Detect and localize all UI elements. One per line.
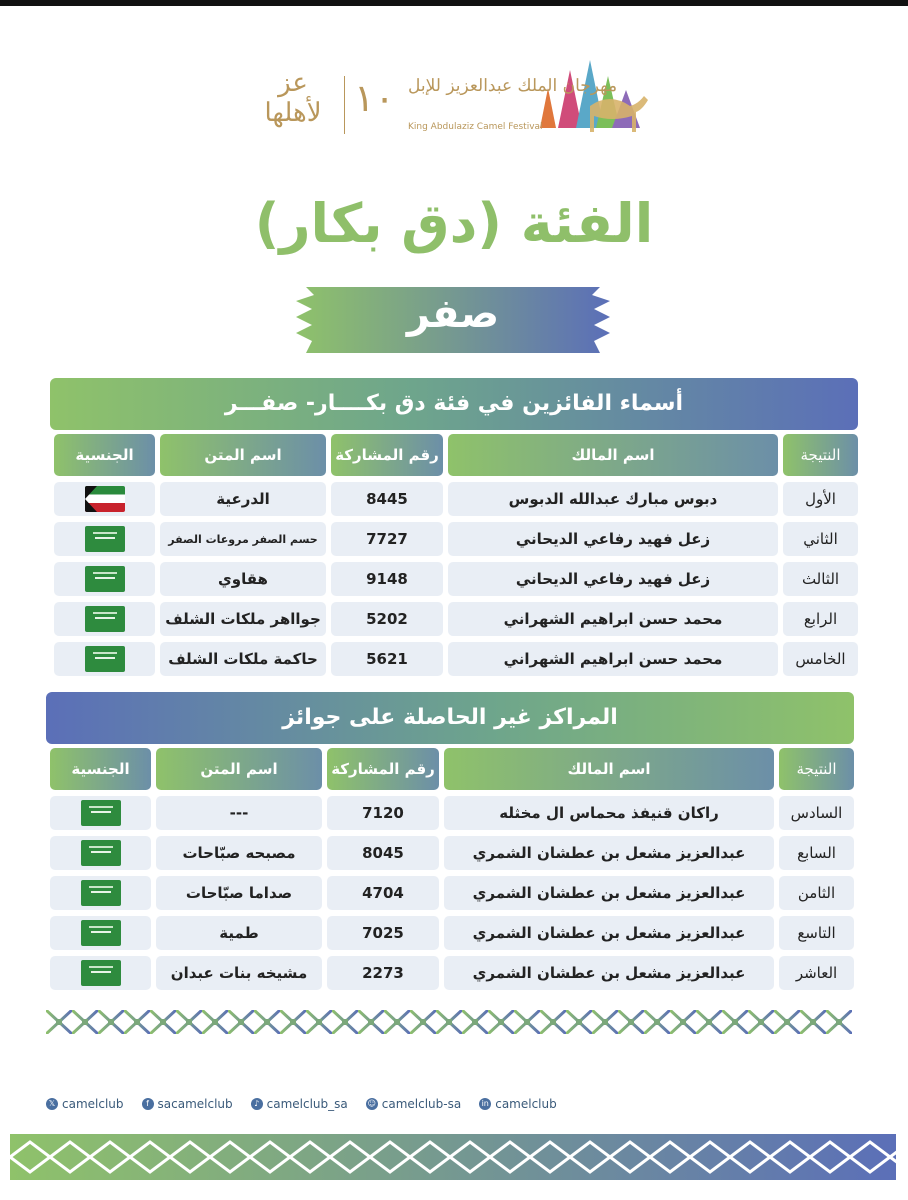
table-row: [50, 562, 858, 596]
nationality-cell: [50, 956, 151, 990]
social-handle: camelclub: [495, 1097, 557, 1111]
edition-number: ١٠: [354, 76, 395, 120]
nationality-cell: [54, 602, 155, 636]
number-cell: 4704: [327, 876, 439, 910]
number-cell: 7727: [331, 522, 443, 556]
owner-cell: زعل فهيد رفاعي الديحاني: [448, 562, 778, 596]
camel-cell: حاكمة ملكات الشلف: [160, 642, 326, 676]
page-title: الفئة (دق بكار): [254, 192, 654, 255]
table-row: [50, 642, 858, 676]
bottom-sadu-border: [10, 1134, 896, 1180]
social-handle: sacamelclub: [157, 1097, 233, 1111]
owner-cell: عبدالعزيز مشعل بن عطشان الشمري: [444, 876, 774, 910]
saudi-flag-icon: [81, 840, 121, 866]
category-banner: [296, 287, 610, 353]
saudi-flag-icon: [81, 880, 121, 906]
saudi-flag-icon: [85, 646, 125, 672]
result-cell: العاشر: [779, 956, 854, 990]
number-cell: 2273: [327, 956, 439, 990]
non-winners-header-row: [46, 748, 854, 790]
category-label: صفر: [406, 291, 500, 337]
social-tiktok-instagram[interactable]: [251, 1097, 348, 1111]
social-snapchat[interactable]: [366, 1097, 461, 1111]
non-winners-table: [46, 692, 854, 990]
camel-cell: الدرعية: [160, 482, 326, 516]
camel-cell: حسم الصفر مروعات الصفر: [160, 522, 326, 556]
result-cell: الأول: [783, 482, 858, 516]
kuwait-flag-icon: [85, 486, 125, 512]
result-cell: الرابع: [783, 602, 858, 636]
social-links: [46, 1097, 557, 1111]
saudi-flag-icon: [85, 566, 125, 592]
table-row: [50, 482, 858, 516]
col-owner: اسم المالك: [448, 434, 778, 476]
social-handle: camelclub: [62, 1097, 124, 1111]
social-handle: camelclub_sa: [266, 1097, 348, 1111]
result-cell: التاسع: [779, 916, 854, 950]
col-number: رقم المشاركة: [331, 434, 443, 476]
tiktok-instagram-icon: ♪: [251, 1098, 263, 1110]
x-icon: 𝕏: [46, 1098, 58, 1110]
nationality-cell: [50, 916, 151, 950]
col-camel: اسم المتن: [156, 748, 322, 790]
number-cell: 5202: [331, 602, 443, 636]
owner-cell: عبدالعزيز مشعل بن عطشان الشمري: [444, 836, 774, 870]
nationality-cell: [54, 482, 155, 516]
camel-cell: مصبحه صبّاحات: [156, 836, 322, 870]
nationality-cell: [54, 562, 155, 596]
col-result: النتيجة: [779, 748, 854, 790]
social-x[interactable]: [46, 1097, 124, 1111]
result-cell: الثالث: [783, 562, 858, 596]
nationality-cell: [54, 522, 155, 556]
camel-cell: مشيخه بنات عبدان: [156, 956, 322, 990]
logo-divider: [344, 76, 345, 134]
social-linkedin[interactable]: [479, 1097, 557, 1111]
winners-heading: أسماء الفائزين في فئة دق بكــــار- صفـــر: [50, 378, 858, 430]
camel-cell: هقاوي: [160, 562, 326, 596]
nationality-cell: [54, 642, 155, 676]
saudi-flag-icon: [85, 526, 125, 552]
col-result: النتيجة: [783, 434, 858, 476]
slogan-logo: عز لأهلها: [264, 68, 322, 128]
saudi-flag-icon: [85, 606, 125, 632]
owner-cell: راكان قنيفذ محماس ال مخثله: [444, 796, 774, 830]
winners-header-row: [50, 434, 858, 476]
nationality-cell: [50, 876, 151, 910]
owner-cell: عبدالعزيز مشعل بن عطشان الشمري: [444, 916, 774, 950]
non-winners-heading: المراكز غير الحاصلة على جوائز: [46, 692, 854, 744]
col-nationality: الجنسية: [54, 434, 155, 476]
saudi-flag-icon: [81, 920, 121, 946]
linkedin-icon: in: [479, 1098, 491, 1110]
col-number: رقم المشاركة: [327, 748, 439, 790]
result-cell: السادس: [779, 796, 854, 830]
camel-cell: صداما صبّاحات: [156, 876, 322, 910]
camel-cell: ---: [156, 796, 322, 830]
result-cell: الخامس: [783, 642, 858, 676]
social-handle: camelclub-sa: [381, 1097, 462, 1111]
nationality-cell: [50, 836, 151, 870]
number-cell: 7120: [327, 796, 439, 830]
number-cell: 7025: [327, 916, 439, 950]
saudi-flag-icon: [81, 800, 121, 826]
facebook-icon: f: [142, 1098, 154, 1110]
number-cell: 5621: [331, 642, 443, 676]
result-cell: السابع: [779, 836, 854, 870]
nationality-cell: [50, 796, 151, 830]
col-owner: اسم المالك: [444, 748, 774, 790]
saudi-flag-icon: [81, 960, 121, 986]
festival-name-en: King Abdulaziz Camel Festival: [408, 122, 543, 132]
top-border: [0, 0, 908, 6]
snapchat-icon: ☺: [367, 1099, 376, 1108]
table-row: [46, 876, 854, 910]
camel-cell: طمية: [156, 916, 322, 950]
festival-name-ar: مهرجان الملك عبدالعزيز للإبل: [408, 76, 618, 96]
table-row: [50, 602, 858, 636]
owner-cell: زعل فهيد رفاعي الديحاني: [448, 522, 778, 556]
table-row: [50, 522, 858, 556]
table-row: [46, 796, 854, 830]
owner-cell: عبدالعزيز مشعل بن عطشان الشمري: [444, 956, 774, 990]
owner-cell: محمد حسن ابراهيم الشهراني: [448, 642, 778, 676]
owner-cell: محمد حسن ابراهيم الشهراني: [448, 602, 778, 636]
header-logos: [240, 48, 660, 148]
number-cell: 9148: [331, 562, 443, 596]
col-nationality: الجنسية: [50, 748, 151, 790]
table-row: [46, 956, 854, 990]
social-facebook[interactable]: [142, 1097, 233, 1111]
result-cell: الثامن: [779, 876, 854, 910]
number-cell: 8445: [331, 482, 443, 516]
col-camel: اسم المتن: [160, 434, 326, 476]
sadu-pattern-divider: [46, 1010, 852, 1034]
winners-table: [50, 378, 858, 676]
table-row: [46, 916, 854, 950]
number-cell: 8045: [327, 836, 439, 870]
table-row: [46, 836, 854, 870]
owner-cell: دبوس مبارك عبدالله الدبوس: [448, 482, 778, 516]
camel-cell: جوااهر ملكات الشلف: [160, 602, 326, 636]
result-cell: الثاني: [783, 522, 858, 556]
